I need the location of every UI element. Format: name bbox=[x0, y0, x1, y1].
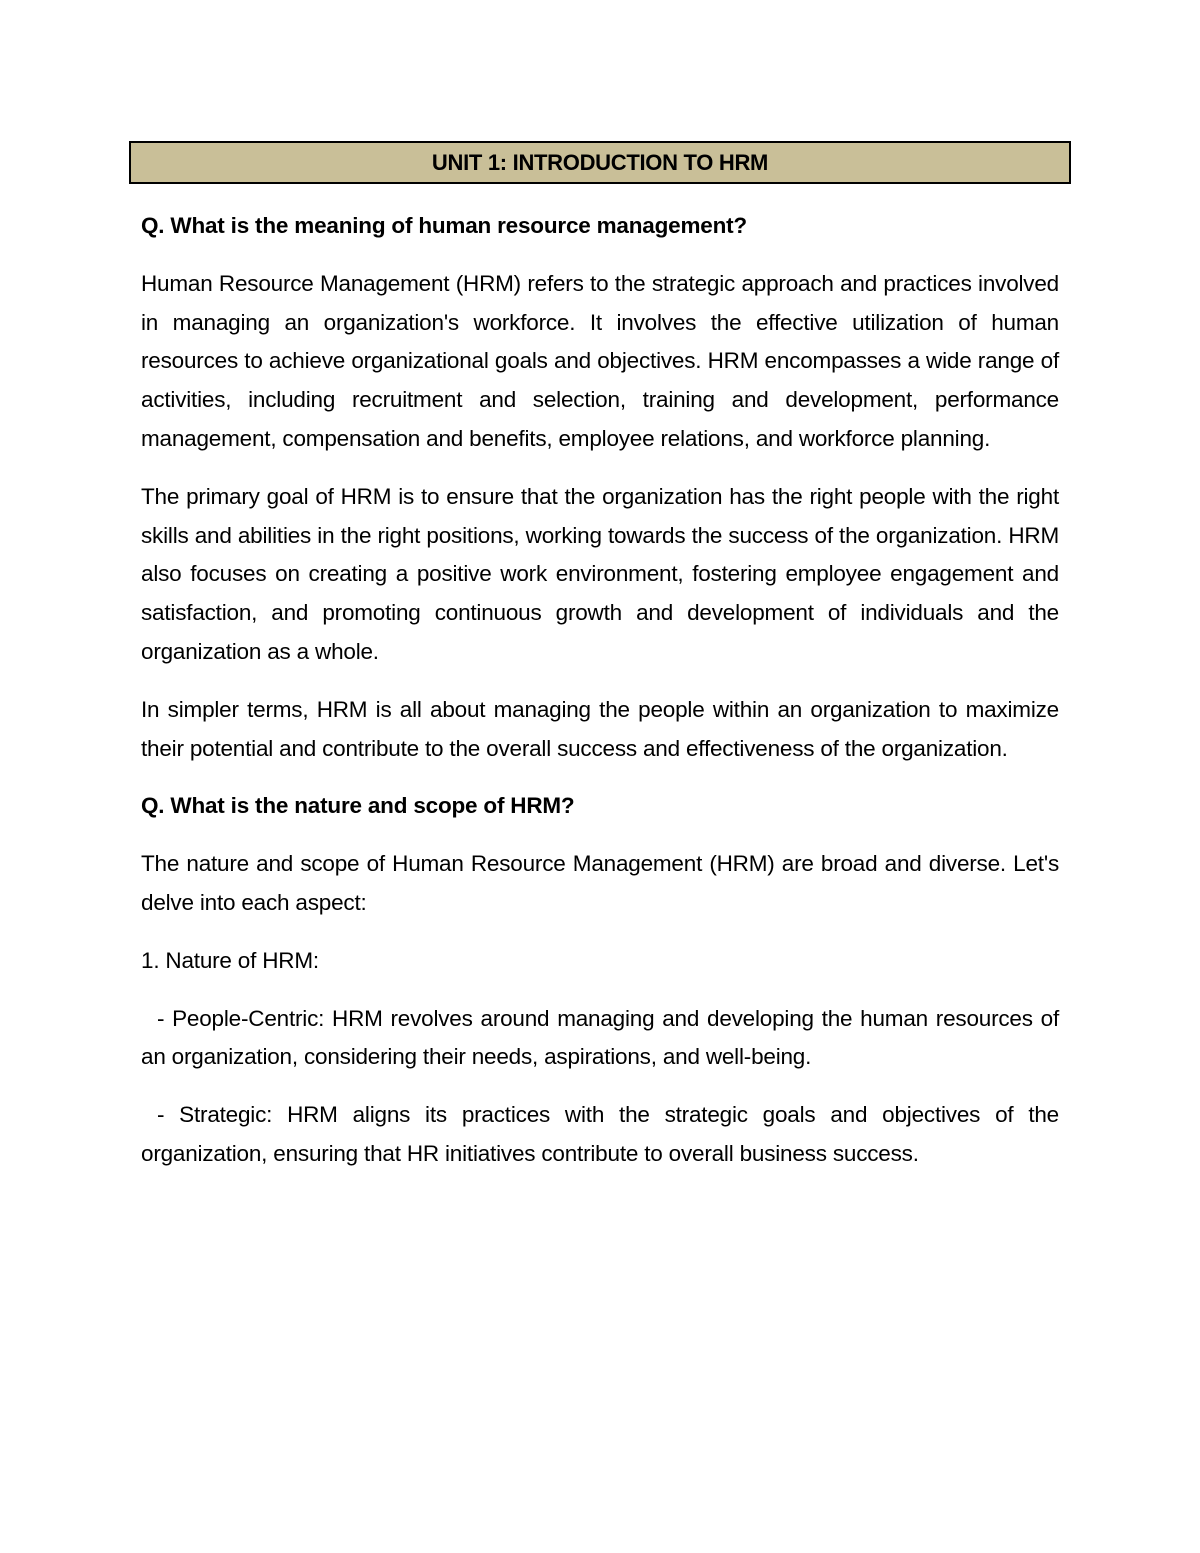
body-paragraph: The primary goal of HRM is to ensure that the organization has the right people with the right skills and abilities in the right positions, working towards the success of the organization. HRM also focuses on creating a positive work environment, fostering employee engagement and satisfaction, and promoting continuous growth and development of individuals and the organization as a whole. bbox=[141, 483, 1059, 664]
body-paragraph: The nature and scope of Human Resource Management (HRM) are broad and diverse. Let's delve into each aspect: bbox=[141, 851, 1059, 915]
body-paragraph: Human Resource Management (HRM) refers to the strategic approach and practices involved in managing an organization's workforce. It involves the effective utilization of human resources to achieve organizational goals and objectives. HRM encompasses a wide range of activities, including recruitment and selection, training and development, performance management, compensation and benefits, employee relations, and workforce planning. bbox=[141, 270, 1059, 451]
question-heading: Q. What is the nature and scope of HRM? bbox=[141, 793, 575, 819]
list-item: - Strategic: HRM aligns its practices with the strategic goals and objectives of the organization, ensuring that HR initiatives contribute to overall business success. bbox=[141, 1102, 1059, 1166]
unit-title-banner bbox=[129, 141, 1071, 184]
document-body bbox=[141, 207, 1059, 1193]
question-heading: Q. What is the meaning of human resource management? bbox=[141, 213, 747, 238]
section-heading: 1. Nature of HRM: bbox=[141, 947, 319, 973]
body-paragraph: In simpler terms, HRM is all about managing the people within an organization to maximize their potential and contribute to the overall success and effectiveness of the organization. bbox=[141, 696, 1059, 761]
list-item: - People-Centric: HRM revolves around managing and developing the human resources of an organization, considering their needs, aspirations, and well-being. bbox=[141, 1005, 1059, 1070]
unit-title: UNIT 1: INTRODUCTION TO HRM bbox=[431, 149, 769, 175]
